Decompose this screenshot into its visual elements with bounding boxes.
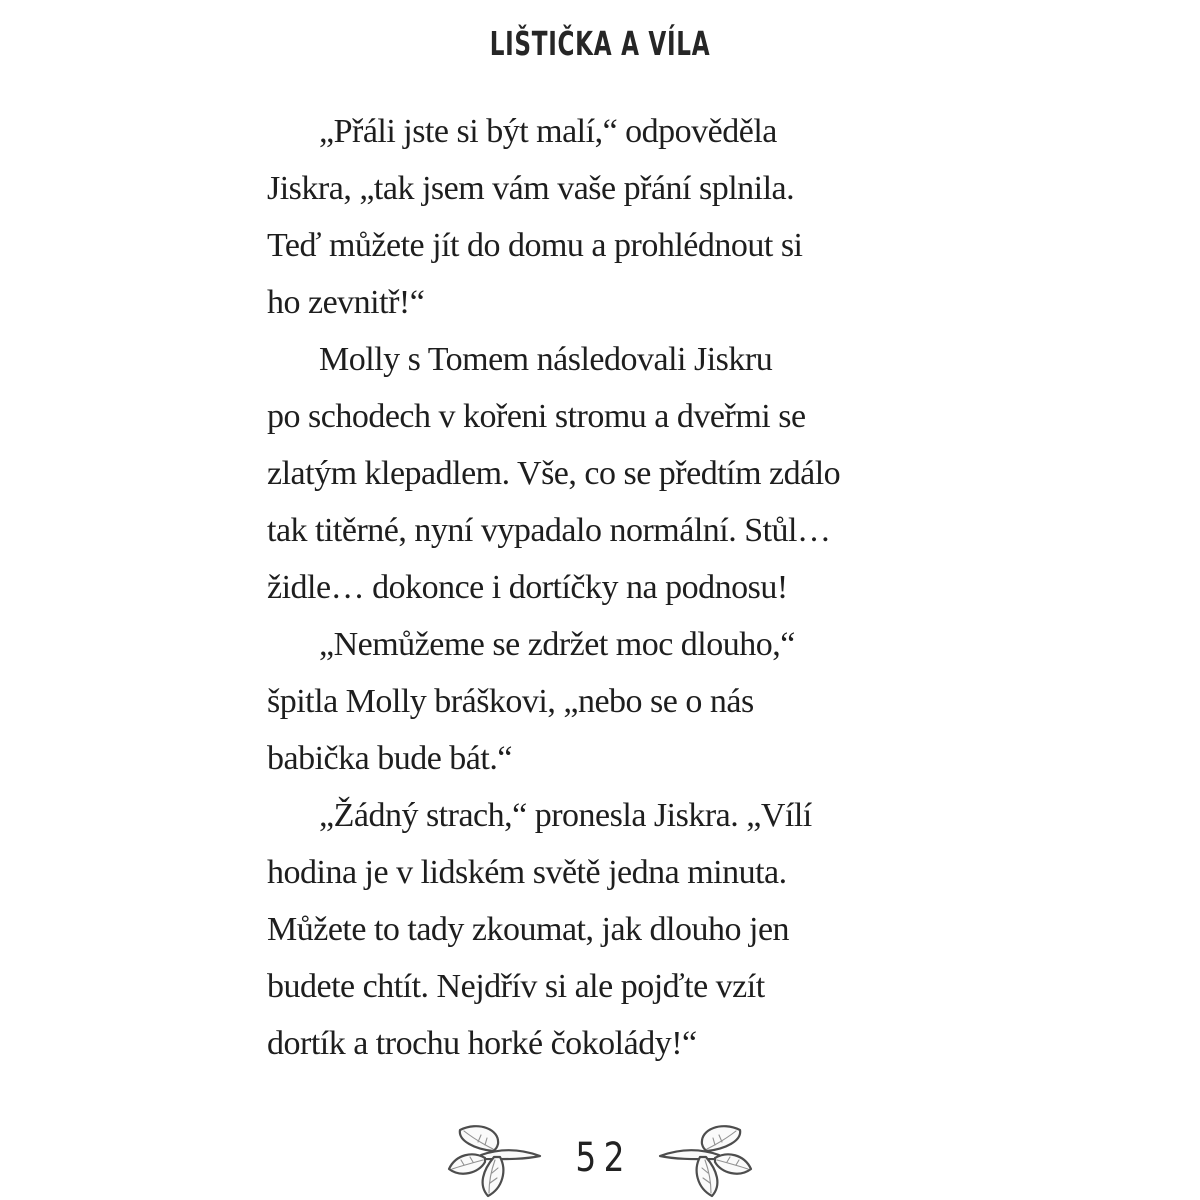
text-line: „Přáli jste si být malí,“ odpověděla xyxy=(319,113,777,150)
leaf-sprig-right-icon xyxy=(655,1118,755,1198)
paragraph xyxy=(267,787,967,1072)
text-line: zlatým klepadlem. Vše, co se předtím zdálo xyxy=(267,455,841,492)
text-line: „Žádný strach,“ pronesla Jiskra. „Vílí xyxy=(319,797,812,834)
text-line: Jiskra, „tak jsem vám vaše přání splnila. xyxy=(267,170,795,207)
text-line: budete chtít. Nejdřív si ale pojďte vzít xyxy=(267,968,765,1005)
text-line: po schodech v kořeni stromu a dveřmi se xyxy=(267,398,806,435)
text-line: Molly s Tomem následovali Jiskru xyxy=(319,341,773,378)
text-line: Teď můžete jít do domu a prohlédnout si xyxy=(267,227,803,264)
text-line: dortík a trochu horké čokolády!“ xyxy=(267,1025,697,1062)
text-line: špitla Molly bráškovi, „nebo se o nás xyxy=(267,683,754,720)
leaf-sprig-left-icon xyxy=(445,1118,545,1198)
text-line: Můžete to tady zkoumat, jak dlouho jen xyxy=(267,911,790,948)
paragraph xyxy=(267,616,967,787)
text-line: „Nemůžeme se zdržet moc dlouho,“ xyxy=(319,626,795,663)
text-line: ho zevnitř!“ xyxy=(267,284,425,321)
paragraph xyxy=(267,103,967,331)
text-line: židle… dokonce i dortíčky na podnosu! xyxy=(267,569,788,606)
text-line: tak titěrné, nyní vypadalo normální. Stůl… xyxy=(267,512,831,549)
chapter-title: LIŠTIČKA A VÍLA xyxy=(489,24,711,64)
page-footer xyxy=(0,1116,1200,1200)
page-number: 52 xyxy=(575,1135,632,1181)
paragraph xyxy=(267,331,967,616)
text-line: hodina je v lidském světě jedna minuta. xyxy=(267,854,787,891)
text-line: babička bude bát.“ xyxy=(267,740,512,777)
page-body xyxy=(267,103,967,1072)
